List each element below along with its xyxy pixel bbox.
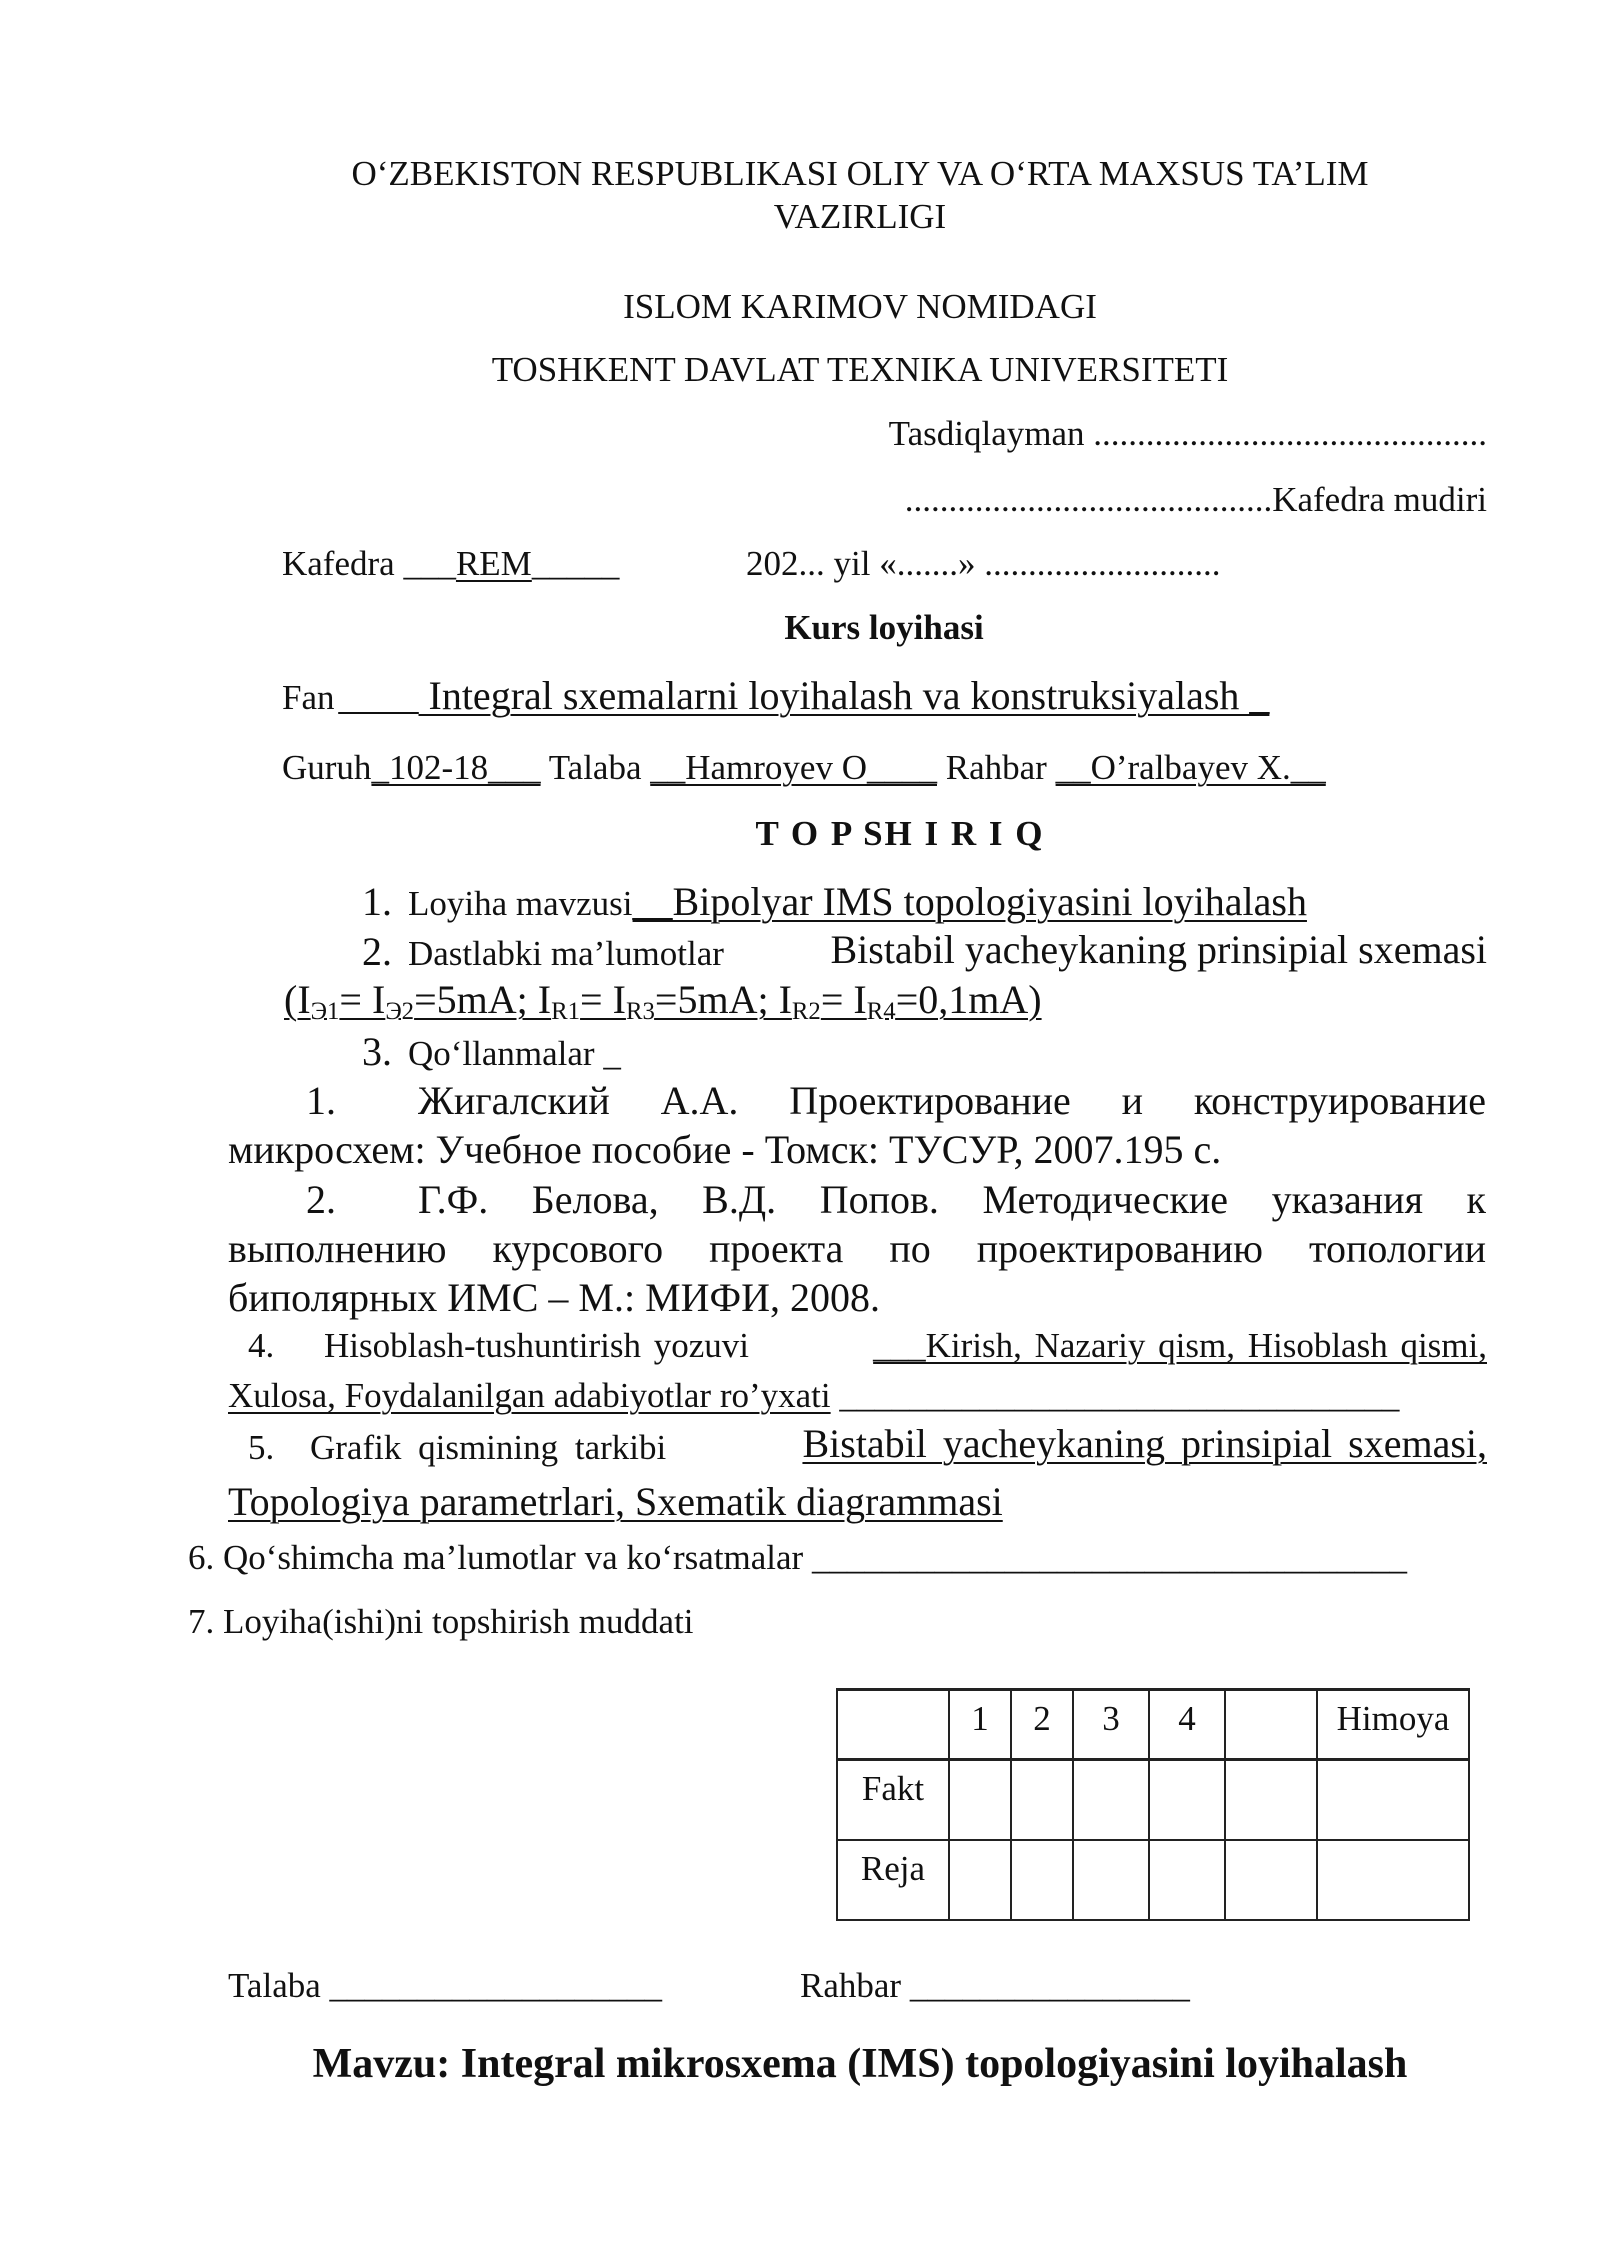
item-5-label: Grafik qismining tarkibi [310,1428,667,1467]
item-1-number: 1. [362,879,392,924]
table-cell [949,1840,1011,1920]
table-cell [1073,1840,1149,1920]
ministry-line-1: O‘ZBEKISTON RESPUBLIKASI OLIY VA O‘RTA MAXSUS TA’LIM [351,154,1369,193]
item-4-label: Hisoblash-tushuntirish yozuvi [324,1326,749,1365]
table-header-cell: 4 [1149,1690,1225,1760]
rahbar-label: Rahbar [945,748,1047,787]
param-text: = I [339,977,386,1022]
kafedra-post-blank: _____ [531,544,620,583]
kafedra-label: Kafedra [282,544,395,583]
ref-1-line-1: Жигалский А.А. Проектирование и конструирование [418,1078,1486,1123]
item-1-value: __Bipolyar IMS topologiyasini loyihalash [632,879,1307,924]
item-6-label: 6. Qo‘shimcha ma’lumotlar va ko‘rsatmalar [188,1538,804,1577]
date-line: 202... yil «.......» ........................... [746,544,1221,583]
task-title: T O P SH I R I Q [755,814,1045,853]
ref-2-line-2: выполнению курсового проекта по проектированию топологии [228,1226,1486,1271]
table-header-cell: 3 [1073,1690,1149,1760]
table-cell [949,1760,1011,1840]
table-cell [1149,1760,1225,1840]
table-cell [1317,1840,1469,1920]
ref-2-number: 2. [306,1177,336,1222]
fan-blank: ____ [338,673,419,718]
item-2 [362,928,724,975]
item-5-value-1: Bistabil yacheykaning prinsipial sxemasi, [802,1421,1487,1466]
param-text: =5mA; I [414,977,552,1022]
param-sub: R4 [866,998,896,1026]
param-text: = I [820,977,867,1022]
document-title: Kurs loyihasi [784,608,984,647]
ref-2-line-3: биполярных ИМС – М.: МИФИ, 2008. [228,1275,881,1320]
param-sub: Э2 [385,998,415,1026]
param-sub: R1 [551,998,581,1026]
ref-1-line-2: микросхем: Учебное пособие - Томск: ТУСУР, 2007.195 с. [228,1127,1222,1172]
ministry-line-2: VAZIRLIGI [773,197,947,236]
item-5-value-2: Topologiya parametrlari, Sxematik diagrammasi [228,1479,1003,1524]
item-5-number: 5. [248,1428,275,1467]
item-6 [188,1538,1407,1578]
param-text: =5mA; I [654,977,792,1022]
grades-table [836,1688,1470,1921]
talaba-signature: Talaba ___________________ [228,1966,663,2005]
rahbar-value: __O’ralbayev X.__ [1055,748,1326,787]
fan-value: Integral sxemalarni loyihalash va konstruksiyalash _ [418,673,1270,718]
ref-2-line-1: Г.Ф. Белова, В.Д. Попов. Методические указания к [418,1177,1486,1222]
table-row-label: Fakt [837,1760,949,1840]
table-cell [1317,1760,1469,1840]
item-2-label: Dastlabki ma’lumotlar [408,934,724,973]
param-sub: R3 [625,998,655,1026]
table-row [837,1840,1469,1920]
rahbar-signature: Rahbar ________________ [800,1966,1190,2005]
table-cell [1225,1760,1317,1840]
item-3 [362,1028,621,1075]
fan-label: Fan [282,678,335,717]
item-3-label: Qo‘llanmalar _ [408,1034,621,1073]
item-4-number: 4. [248,1326,275,1365]
talaba-label: Talaba [548,748,642,787]
table-header-cell: Himoya [1317,1690,1469,1760]
talaba-value: __Hamroyev O____ [650,748,937,787]
ref-1-number: 1. [306,1078,336,1123]
item-1 [362,878,1307,925]
kafedra-mudiri-line: ..........................................Kafedra mudiri [904,480,1487,519]
item-3-number: 3. [362,1029,392,1074]
item-4-line-2 [228,1376,1399,1416]
item-6-blank: __________________________________ [811,1538,1407,1577]
kafedra-pre-blank: ___ [403,544,456,583]
table-cell [1011,1840,1073,1920]
guruh-value: _102-18___ [371,748,541,787]
table-cell [1225,1840,1317,1920]
table-header-cell: 2 [1011,1690,1073,1760]
item-2-number: 2. [362,929,392,974]
table-row-label: Reja [837,1840,949,1920]
table-cell [1011,1760,1073,1840]
kafedra-value: REM [455,544,532,583]
table-header-cell: 1 [949,1690,1011,1760]
kafedra-line [282,544,619,584]
param-sub: Э1 [310,998,340,1026]
item-4-value-1: ___Kirish, Nazariy qism, Hisoblash qismi, [873,1326,1487,1365]
approval-line: Tasdiqlayman ............................................. [888,414,1487,453]
fan-line [282,672,1269,719]
param-text: (I [284,977,311,1022]
university-line-2: TOSHKENT DAVLAT TEXNIKA UNIVERSITETI [491,350,1229,389]
param-sub: R2 [791,998,821,1026]
item-1-label: Loyiha mavzusi [408,884,633,923]
item-7: 7. Loyiha(ishi)ni topshirish muddati [188,1602,694,1641]
item-4-value-2: Xulosa, Foydalanilgan adabiyotlar ro’yxati [228,1376,831,1415]
table-header-row [837,1690,1469,1760]
mavzu-title: Mavzu: Integral mikrosxema (IMS) topologiyasini loyihalash [312,2041,1408,2087]
param-text: =0,1mA) [895,977,1042,1022]
table-header-cell [1225,1690,1317,1760]
university-line-1: ISLOM KARIMOV NOMIDAGI [623,287,1097,326]
param-text: = I [580,977,626,1022]
item-2-params [284,976,1042,1026]
group-line [282,748,1326,788]
table-header-cell [837,1690,949,1760]
item-4-blank: ________________________________ [839,1376,1400,1415]
item-2-value: Bistabil yacheykaning prinsipial sxemasi [830,927,1487,972]
table-row [837,1760,1469,1840]
table-cell [1149,1840,1225,1920]
guruh-label: Guruh [282,748,372,787]
table-cell [1073,1760,1149,1840]
